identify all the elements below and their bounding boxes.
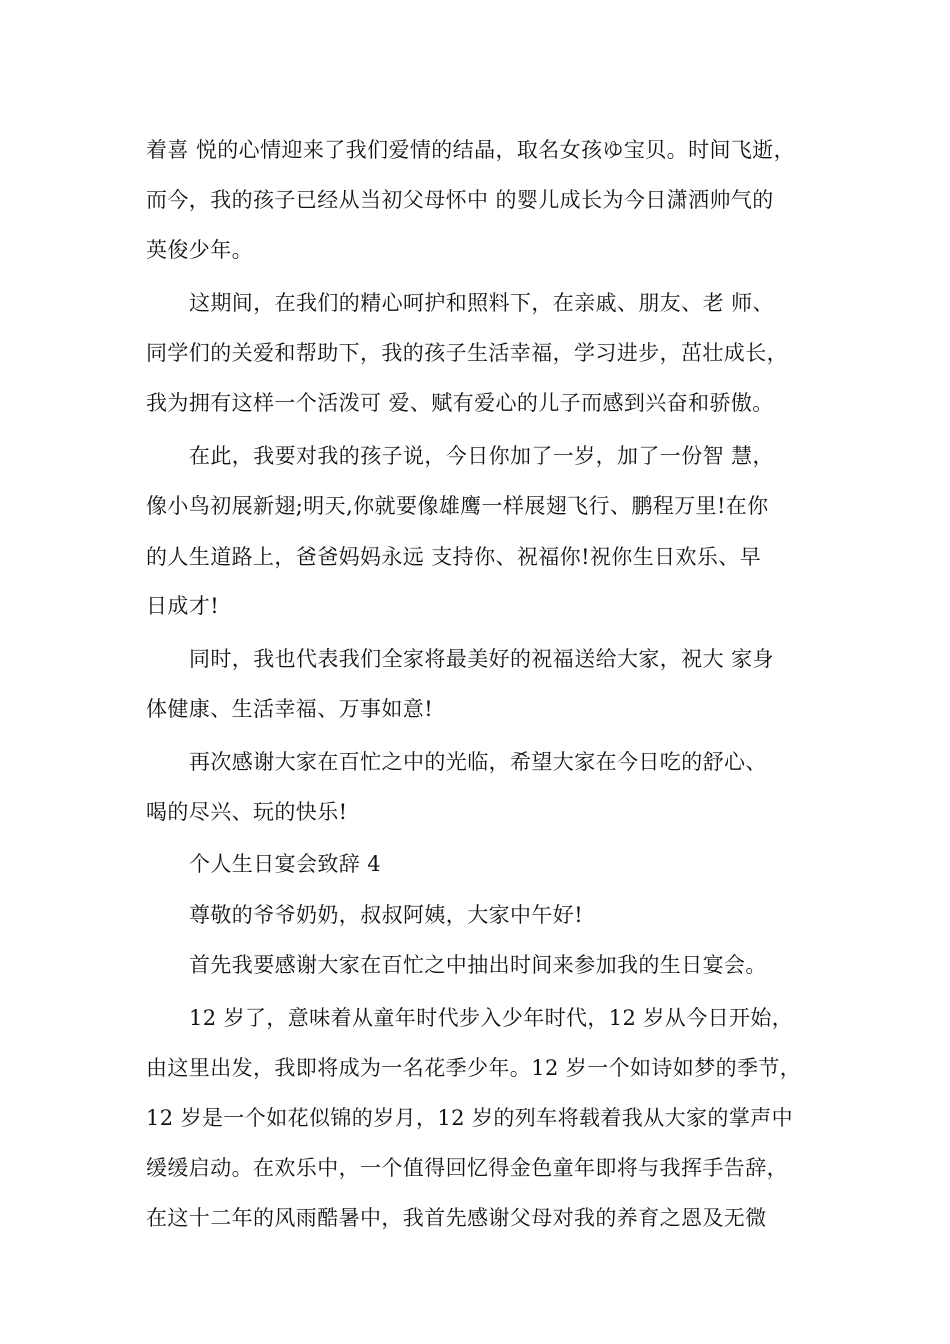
text-line: 在此，我要对我的孩子说，今日你加了一岁，加了一份智 慧， <box>189 444 774 468</box>
text-line: 着喜 悦的心情迎来了我们爱情的结晶，取名女孩ゆ宝贝。时间飞逝， <box>146 138 796 162</box>
text-line: 由这里出发，我即将成为一名花季少年。12 岁一个如诗如梦的季节， <box>146 1056 802 1080</box>
text-line: 英俊少年。 <box>146 238 253 262</box>
text-line: 而今，我的孩子已经从当初父母怀中 的婴儿成长为今日潇洒帅气的 <box>146 188 774 212</box>
text-line: 我为拥有这样一个活泼可 爱、赋有爱心的儿子而感到兴奋和骄傲。 <box>146 391 774 415</box>
text-line: 12 岁了，意味着从童年时代步入少年时代，12 岁从今日开始， <box>189 1006 794 1030</box>
text-line: 再次感谢大家在百忙之中的光临，希望大家在今日吃的舒心、 <box>189 750 767 774</box>
text-line: 首先我要感谢大家在百忙之中抽出时间来参加我的生日宴会。 <box>189 953 767 977</box>
text-line: 这期间，在我们的精心呵护和照料下，在亲戚、朋友、老 师、 <box>189 291 774 315</box>
text-line: 同学们的关爱和帮助下，我的孩子生活幸福，学习进步，茁壮成长， <box>146 341 788 365</box>
text-line: 同时，我也代表我们全家将最美好的祝福送给大家，祝大 家身 <box>189 647 774 671</box>
text-line: 体健康、生活幸福、万事如意! <box>146 697 434 721</box>
text-line: 在这十二年的风雨酷暑中，我首先感谢父母对我的养育之恩及无微 <box>146 1206 767 1230</box>
text-line: 尊敬的爷爷奶奶，叔叔阿姨，大家中午好! <box>189 903 584 927</box>
text-line: 缓缓启动。在欢乐中，一个值得回忆得金色童年即将与我挥手告辞， <box>146 1156 788 1180</box>
section-heading: 个人生日宴会致辞 4 <box>189 852 382 876</box>
text-line: 日成才! <box>146 594 220 618</box>
text-line: 像小鸟初展新翅;明天,你就要像雄鹰一样展翅飞行、鹏程万里!在你 <box>146 494 769 518</box>
text-line: 的人生道路上，爸爸妈妈永远 支持你、祝福你!祝你生日欢乐、早 <box>146 545 762 569</box>
text-line: 12 岁是一个如花似锦的岁月，12 岁的列车将载着我从大家的掌声中 <box>146 1106 793 1130</box>
text-line: 喝的尽兴、玩的快乐! <box>146 800 348 824</box>
